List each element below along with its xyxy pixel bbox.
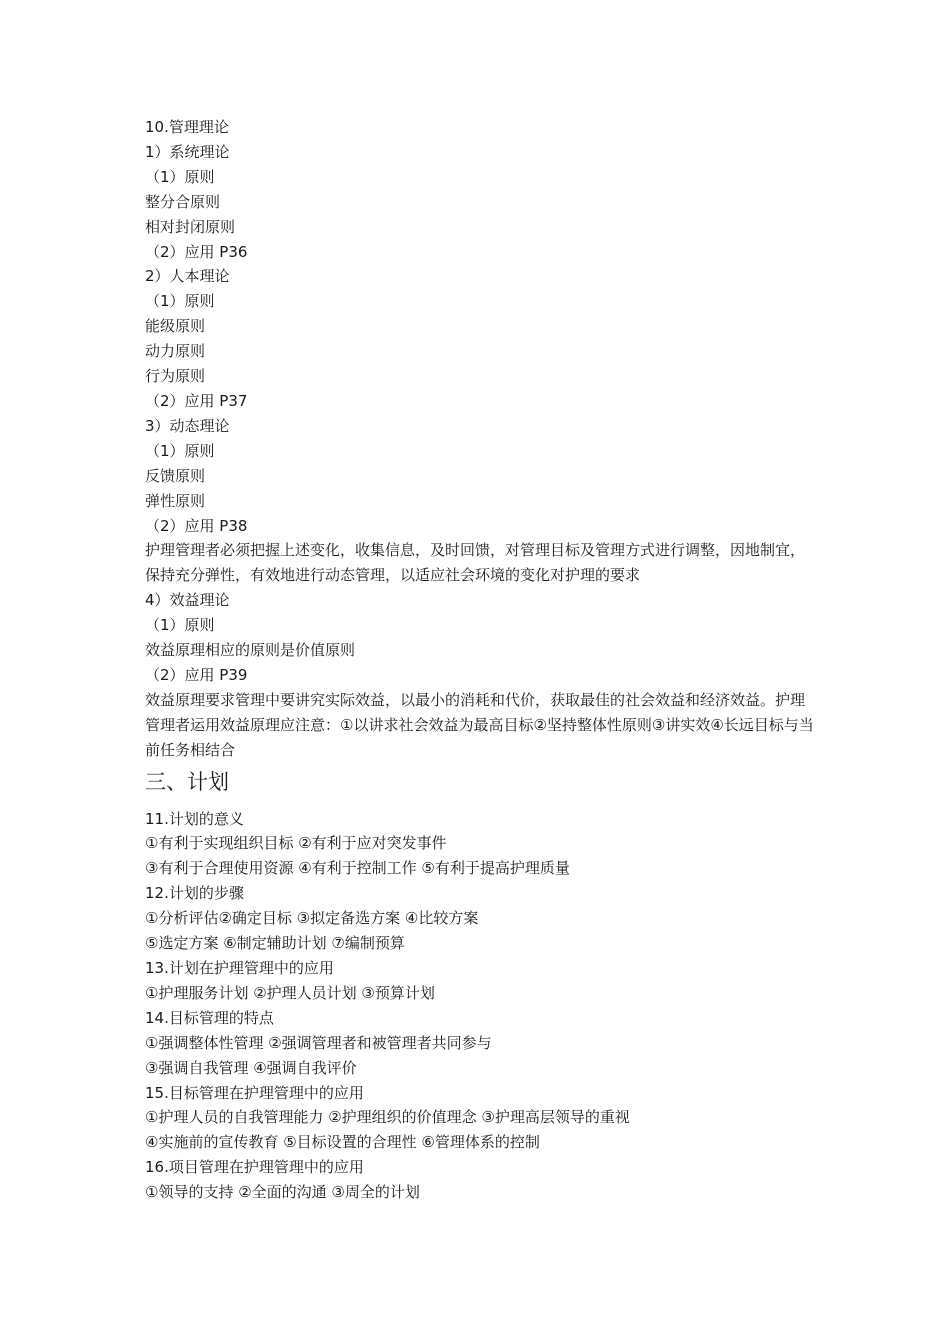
document-page <box>145 115 815 1205</box>
benefit-theory-title: 4）效益理论 <box>145 591 230 610</box>
item-line: ①护理人员的自我管理能力 ②护理组织的价值理念 ③护理高层领导的重视 <box>145 1108 630 1127</box>
item-line: ①强调整体性管理 ②强调管理者和被管理者共同参与 <box>145 1033 492 1052</box>
dynamic-principle-1: 反馈原则 <box>145 466 206 485</box>
humanistic-application-label: （2）应用 P37 <box>145 391 248 410</box>
item-title: 11.计划的意义 <box>145 809 244 828</box>
benefit-application-text: 效益原理要求管理中要讲究实际效益，以最小的消耗和代价，获取最佳的社会效益和经济效益。护理管理者运用效益原理应注意：①以讲求社会效益为最高目标②坚持整体性原则③讲实效④长远目标与当前任务相结合 <box>145 690 814 759</box>
dynamic-principle-label: （1）原则 <box>145 441 215 460</box>
dynamic-theory-title: 3）动态理论 <box>145 416 230 435</box>
humanistic-principle-3: 行为原则 <box>145 367 206 386</box>
item-title: 13.计划在护理管理中的应用 <box>145 959 334 977</box>
system-principle-2: 相对封闭原则 <box>145 217 236 236</box>
benefit-principle-label: （1）原则 <box>145 616 215 635</box>
item-line: ①有利于实现组织目标 ②有利于应对突发事件 <box>145 834 447 853</box>
item-14 <box>145 1006 815 1081</box>
heading-10: 10.管理理论 <box>145 118 229 136</box>
item-line: ①分析评估②确定目标 ③拟定备选方案 ④比较方案 <box>145 909 479 928</box>
item-title: 14.目标管理的特点 <box>145 1008 274 1027</box>
item-11 <box>145 807 815 882</box>
item-line: ①领导的支持 ②全面的沟通 ③周全的计划 <box>145 1183 420 1202</box>
item-16 <box>145 1155 815 1205</box>
humanistic-theory-title: 2）人本理论 <box>145 267 230 286</box>
dynamic-application-label: （2）应用 P38 <box>145 516 248 535</box>
system-application-label: （2）应用 P36 <box>145 242 248 261</box>
item-title: 16.项目管理在护理管理中的应用 <box>145 1158 364 1177</box>
humanistic-principle-1: 能级原则 <box>145 317 206 336</box>
item-line: ⑤选定方案 ⑥制定辅助计划 ⑦编制预算 <box>145 934 405 953</box>
dynamic-principle-2: 弹性原则 <box>145 491 206 510</box>
item-title: 12.计划的步骤 <box>145 884 244 903</box>
benefit-principle-text: 效益原理相应的原则是价值原则 <box>145 641 356 660</box>
humanistic-principle-2: 动力原则 <box>145 342 206 361</box>
item-line: ①护理服务计划 ②护理人员计划 ③预算计划 <box>145 983 435 1002</box>
item-13 <box>145 956 815 1006</box>
dynamic-application-text: 护理管理者必须把握上述变化，收集信息，及时回馈，对管理目标及管理方式进行调整，因地制宜，保持充分弹性，有效地进行动态管理，以适应社会环境的变化对护理的要求 <box>145 541 806 585</box>
item-15 <box>145 1081 815 1156</box>
benefit-application-label: （2）应用 P39 <box>145 665 248 684</box>
item-line: ④实施前的宣传教育 ⑤目标设置的合理性 ⑥管理体系的控制 <box>145 1133 540 1152</box>
humanistic-principle-label: （1）原则 <box>145 292 215 311</box>
system-theory-title: 1）系统理论 <box>145 142 230 161</box>
item-12 <box>145 881 815 956</box>
system-principle-label: （1）原则 <box>145 167 215 186</box>
item-line: ③强调自我管理 ④强调自我评价 <box>145 1058 357 1077</box>
item-title: 15.目标管理在护理管理中的应用 <box>145 1083 364 1102</box>
system-principle-1: 整分合原则 <box>145 192 221 211</box>
section-heading-plan: 三、计划 <box>145 769 229 794</box>
item-line: ③有利于合理使用资源 ④有利于控制工作 ⑤有利于提高护理质量 <box>145 859 570 878</box>
